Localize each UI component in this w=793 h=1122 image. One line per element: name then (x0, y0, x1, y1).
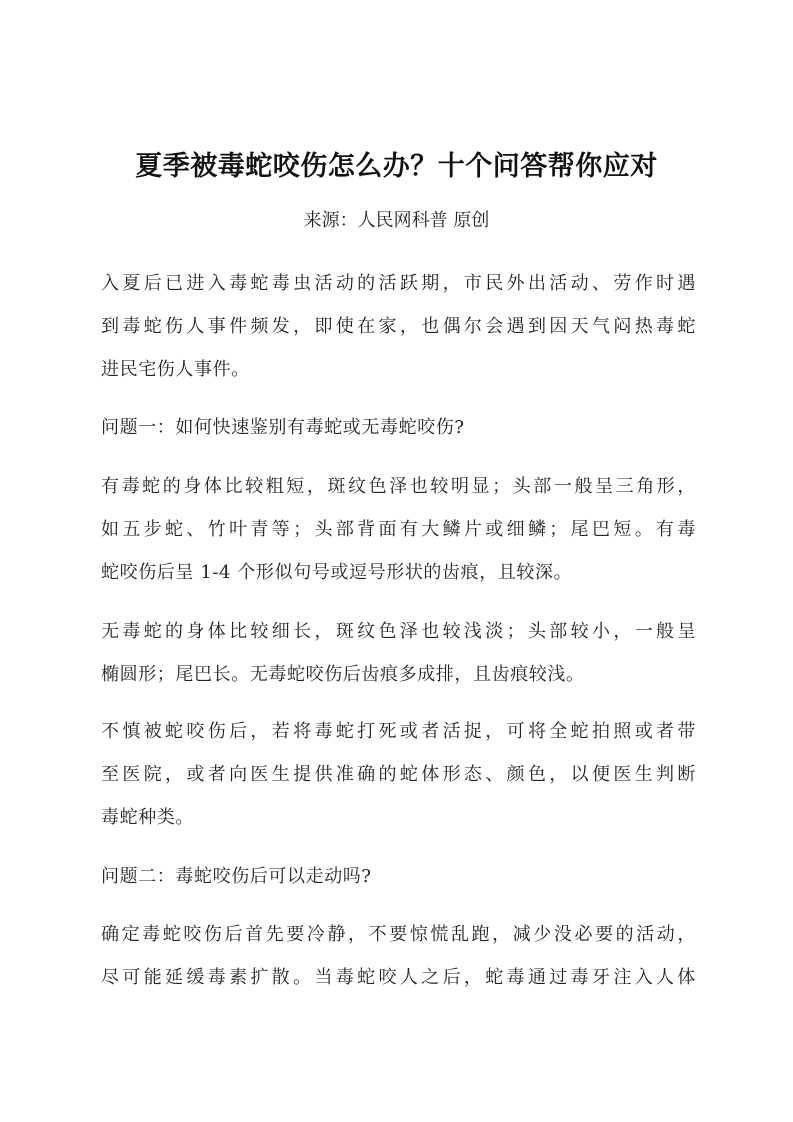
article-source: 来源：人民网科普 原创 (303, 210, 490, 231)
paragraph-line: 有毒蛇的身体比较粗短，斑纹色泽也较明显；头部一般呈三角形， (101, 476, 696, 497)
question-two-heading (101, 855, 696, 898)
paragraph-line: 毒蛇种类。 (101, 807, 194, 828)
paragraph-stay-calm (101, 913, 696, 999)
paragraph-line: 如五步蛇、竹叶青等；头部背面有大鳞片或细鳞；尾巴短。有毒 (101, 519, 696, 540)
paragraph-line: 蛇咬伤后呈 1-4 个形似句号或逗号形状的齿痕，且较深。 (101, 562, 573, 583)
paragraph-line: 进民宅伤人事件。 (101, 359, 250, 380)
paragraph-line: 到毒蛇伤人事件频发，即使在家，也偶尔会遇到因天气闷热毒蛇 (101, 316, 696, 337)
paragraph-line: 至医院，或者向医生提供准确的蛇体形态、颜色，以便医生判断 (101, 764, 696, 785)
paragraph-line: 不慎被蛇咬伤后，若将毒蛇打死或者活捉，可将全蛇拍照或者带 (101, 721, 696, 742)
paragraph-nonvenomous-traits (101, 610, 696, 696)
paragraph-venomous-traits (101, 465, 696, 594)
paragraph-line: 问题二：毒蛇咬伤后可以走动吗? (101, 866, 372, 887)
paragraph-line: 无毒蛇的身体比较细长，斑纹色泽也较浅淡；头部较小，一般呈 (101, 621, 696, 642)
paragraph-line: 问题一：如何快速鉴别有毒蛇或无毒蛇咬伤? (101, 417, 465, 438)
paragraph-intro (101, 262, 696, 391)
paragraph-identify-snake (101, 710, 696, 839)
question-one-heading (101, 406, 696, 449)
paragraph-line: 尽可能延缓毒素扩散。当毒蛇咬人之后，蛇毒通过毒牙注入人体 (101, 967, 696, 988)
paragraph-line: 确定毒蛇咬伤后首先要冷静，不要惊慌乱跑，减少没必要的活动， (101, 924, 696, 945)
paragraph-line: 入夏后已进入毒蛇毒虫活动的活跃期，市民外出活动、劳作时遇 (101, 273, 696, 294)
article-title: 夏季被毒蛇咬伤怎么办？十个问答帮你应对 (135, 151, 658, 182)
paragraph-line: 椭圆形；尾巴长。无毒蛇咬伤后齿痕多成排，且齿痕较浅。 (101, 664, 585, 685)
